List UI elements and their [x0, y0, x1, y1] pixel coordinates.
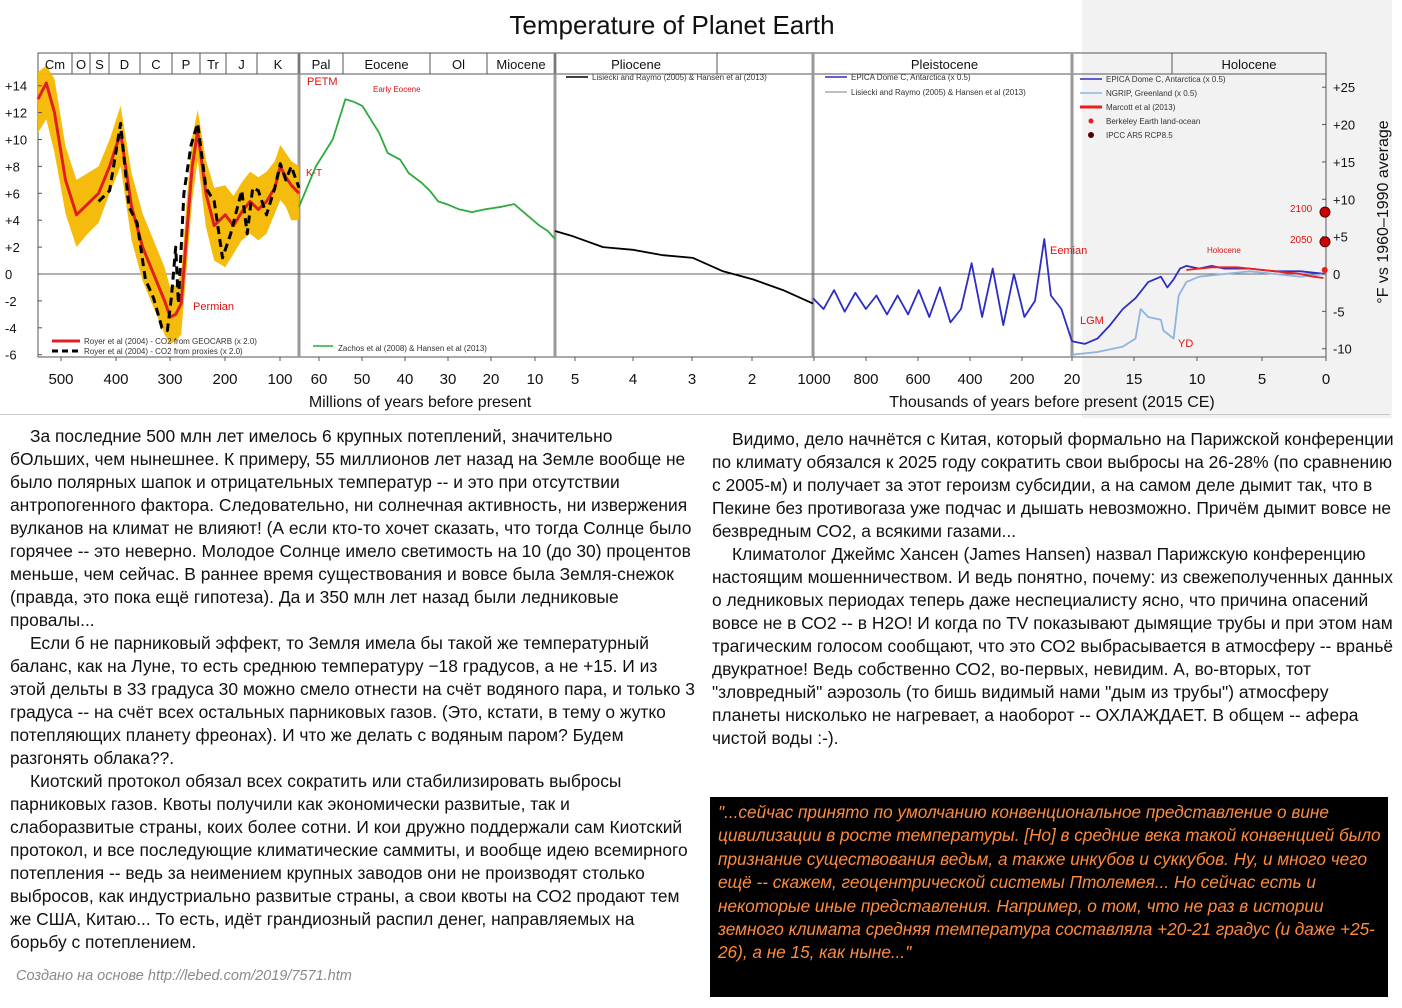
legend-label: Royer et al (2004) - CO2 from proxies (x 2.0)	[84, 347, 243, 356]
legend-label: Royer et al (2004) - CO2 from GEOCARB (x 2.0)	[84, 337, 257, 346]
series-line	[299, 99, 555, 239]
y-tick-label: +10	[5, 132, 28, 148]
y-tick-label: +4	[5, 213, 20, 229]
y-right-tick-label: -10	[1333, 341, 1352, 357]
period-label: Pleistocene	[910, 57, 979, 72]
source-credit: Создано на основе http://lebed.com/2019/7571.htm	[16, 968, 352, 984]
article-right-column	[712, 428, 1394, 750]
y-axis-left	[5, 79, 42, 363]
y-tick-label: 0	[5, 267, 13, 282]
annotation-label: Eemian	[1050, 245, 1088, 257]
temperature-chart	[0, 0, 1402, 418]
period-label: Holocene	[1221, 57, 1277, 72]
period-label: Cm	[44, 57, 66, 72]
x-tick-label: 300	[157, 371, 183, 388]
chart-text-divider	[0, 414, 1390, 415]
period-label: C	[151, 57, 161, 72]
legend-label: Berkeley Earth land-ocean	[1106, 117, 1201, 126]
quote-box: "...сейчас принято по умолчанию конвенциональное представление о вине цивилизации в росте температуры. [Но] в средние века такой конвенцией было признание существования ведьм, а также инкубов и суккубов. Ну, и много чего ещё -- скажем, геоцентрической системы Птолемея... Но сейчас есть и некоторые иные представления. Например, о том, что не раз в истории земного климата средняя температура составляла +20-21 градус (и даже +25-26), а не 15, как ныне..."	[710, 797, 1388, 997]
legend-label: NGRIP, Greenland (x 0.5)	[1106, 89, 1198, 98]
annotation-label: PETM	[307, 76, 338, 88]
x-tick-label: 1000	[797, 371, 831, 388]
annotation-label: Early Eocene	[373, 85, 421, 94]
period-label: Miocene	[496, 57, 546, 72]
annotation-label: LGM	[1080, 315, 1104, 327]
period-label: O	[75, 57, 87, 72]
period-label: Ol	[452, 57, 465, 72]
x-tick-label: 20	[482, 371, 500, 388]
x-axis-title: Thousands of years before present (2015 CE)	[889, 394, 1215, 411]
paragraph: Если б не парниковый эффект, то Земля имела бы такой же температурный баланс, как на Луне, то есть среднюю температуру −18 градусов, а не +15. И из этой дельты в 33 градуса 30 можно смело отнести на счёт водяного пара, и только 3 градуса -- на счёт всех остальных парниковых газов. (Это, кстати, в тему о жутко потепляющих планету фреонах). И что же делать с водяным паром? Будем разгонять облака??.	[10, 633, 695, 768]
period-label: P	[181, 57, 191, 72]
berkeley-point	[1322, 267, 1328, 273]
period-label: D	[119, 57, 130, 72]
legend-swatch	[1089, 119, 1094, 124]
legend-label: Lisiecki and Raymo (2005) & Hansen et al (2013)	[851, 88, 1026, 97]
x-tick-label: 400	[103, 371, 129, 388]
annotation-label: Holocene	[1207, 246, 1241, 255]
x-tick-label: 4	[628, 371, 638, 388]
annotation-label: 2100	[1290, 204, 1313, 215]
y-right-tick-label: +15	[1333, 154, 1356, 170]
period-label: S	[95, 57, 104, 72]
paragraph: За последние 500 млн лет имелось 6 крупных потеплений, значительно бОльших, чем нынешнее. К примеру, 55 миллионов лет назад на Земле вообще не было полярных шапок и отрицательных температур -- и это при отсутствии антропогенного фактора. Следовательно, ни солнечная активность, ни извержения вулканов на климат не влияют! (А если кто-то хочет сказать, что тогда Солнце было горячее -- это неверно. Молодое Солнце имело светимость на 10 (до 30) процентов меньше, чем сейчас. В раннее время существования и вовсе была Земля-снежок (правда, это пока ещё гипотеза). Да и 350 млн лет назад были ледниковые провалы...	[10, 426, 692, 630]
article-left-column	[10, 425, 695, 954]
y-right-tick-label: +10	[1333, 192, 1356, 208]
period-label: Pal	[311, 57, 331, 72]
x-tick-label: 15	[1125, 371, 1143, 388]
x-tick-label: 10	[526, 371, 544, 388]
x-tick-label: 5	[570, 371, 580, 388]
legend-label: EPICA Dome C, Antarctica (x 0.5)	[1106, 75, 1226, 84]
x-tick-label: 2	[747, 371, 757, 388]
y-right-tick-label: +20	[1333, 117, 1356, 133]
x-tick-label: 100	[267, 371, 293, 388]
uncertainty-band	[38, 66, 299, 344]
chart-title: Temperature of Planet Earth	[509, 10, 835, 40]
y-axis-right-label: °F vs 1960–1990 average	[1375, 120, 1392, 304]
ipcc-projection-point	[1320, 237, 1330, 247]
x-tick-label: 600	[905, 371, 931, 388]
annotation-label: 2050	[1290, 235, 1313, 246]
x-axis-title: Millions of years before present	[308, 394, 532, 411]
annotation-label: Permian	[193, 301, 234, 313]
x-tick-label: 500	[48, 371, 74, 388]
y-tick-label: +12	[5, 105, 28, 121]
legend-label: EPICA Dome C, Antarctica (x 0.5)	[851, 73, 971, 82]
x-tick-label: 400	[957, 371, 983, 388]
legend-swatch	[1088, 132, 1094, 138]
y-right-tick-label: +5	[1333, 229, 1348, 245]
x-tick-label: 10	[1188, 371, 1206, 388]
paragraph: Климатолог Джеймс Хансен (James Hansen) назвал Парижскую конференцию настоящим мошенничеством. И ведь понятно, почему: из свежеполученных данных о ледниковых периодах теперь даже неспециалисту ясно, что причина опасений вовсе не в СО2 -- в Н2О! И когда по TV показывают дымящие трубы и при этом нам трагическим голосом сообщают, что это СО2 выбрасывается в атмосферу -- враньё двукратное! Ведь собственно СО2, во-первых, невидим. А, во-вторых, тот "зловредный" аэрозоль (то бишь видимый нами "дым из трубы") атмосферу планеты нисколько не нагревает, а наоборот -- ОХЛАЖДАЕТ. В общем -- афера чистой воды :-).	[712, 544, 1394, 748]
y-tick-label: +8	[5, 159, 20, 175]
x-tick-label: 5	[1257, 371, 1267, 388]
ipcc-projection-point	[1320, 207, 1330, 217]
series-line	[555, 231, 813, 304]
x-tick-label: 50	[353, 371, 371, 388]
x-tick-label: 60	[310, 371, 328, 388]
y-right-tick-label: 0	[1333, 267, 1341, 282]
x-tick-label: 3	[687, 371, 697, 388]
period-label: Pliocene	[611, 57, 661, 72]
y-tick-label: +6	[5, 186, 20, 202]
y-tick-label: -6	[5, 347, 17, 363]
y-tick-label: -4	[5, 320, 17, 336]
x-tick-label: 200	[1009, 371, 1035, 388]
paragraph: Киотский протокол обязал всех сократить или стабилизировать выбросы парниковых газов. Квоты получили как экономически развитые, так и слаборазвитые страны, коих более сотни. И кои дружно поддержали сам Киотский протокол, и все последующие климатические саммиты, и вообще идею всемирного потепления -- ведь за неимением крупных заводов они не производят столько выбросов, как индустриально развитые страны, а свои квоты на СО2 продают тем же США, Китаю... То есть, идёт грандиозный распил денег, направляемых на борьбу с потеплением.	[10, 771, 688, 952]
paragraph: Видимо, дело начнётся с Китая, который формально на Парижской конференции по климату обязался к 2025 году сократить свои выбросы на 26-28% (по сравнению с 2005-м) и получает за этот героизм субсидии, а на самом деле дымит так, что в Пекине без противогаза уже подчас и дышать невозможно. Причём дымит вовсе не безвредным СО2, а всякими газами...	[712, 429, 1394, 541]
x-tick-label: 0	[1321, 371, 1331, 388]
uncertainty-band-area	[38, 66, 299, 344]
legend-label: Zachos et al (2008) & Hansen et al (2013)	[338, 344, 487, 353]
x-tick-label: 200	[212, 371, 238, 388]
period-label: Tr	[207, 57, 219, 72]
series-line	[813, 239, 1072, 341]
annotation-label: YD	[1178, 338, 1194, 350]
period-label: K	[273, 57, 283, 72]
x-tick-label: 800	[853, 371, 879, 388]
period-label: J	[238, 57, 245, 72]
annotation-label: K-T	[306, 168, 323, 179]
period-label: Eocene	[364, 57, 409, 72]
legend-label: Marcott et al (2013)	[1106, 103, 1176, 112]
x-tick-label: 30	[439, 371, 457, 388]
legend-label: IPCC AR5 RCP8.5	[1106, 131, 1173, 140]
y-right-tick-label: +25	[1333, 80, 1356, 96]
y-tick-label: +14	[5, 78, 28, 94]
legend-label: Lisiecki and Raymo (2005) & Hansen et al (2013)	[592, 73, 767, 82]
x-tick-label: 20	[1063, 371, 1081, 388]
y-right-tick-label: -5	[1333, 304, 1345, 320]
x-tick-label: 40	[396, 371, 414, 388]
y-tick-label: +2	[5, 240, 20, 256]
y-tick-label: -2	[5, 293, 17, 309]
